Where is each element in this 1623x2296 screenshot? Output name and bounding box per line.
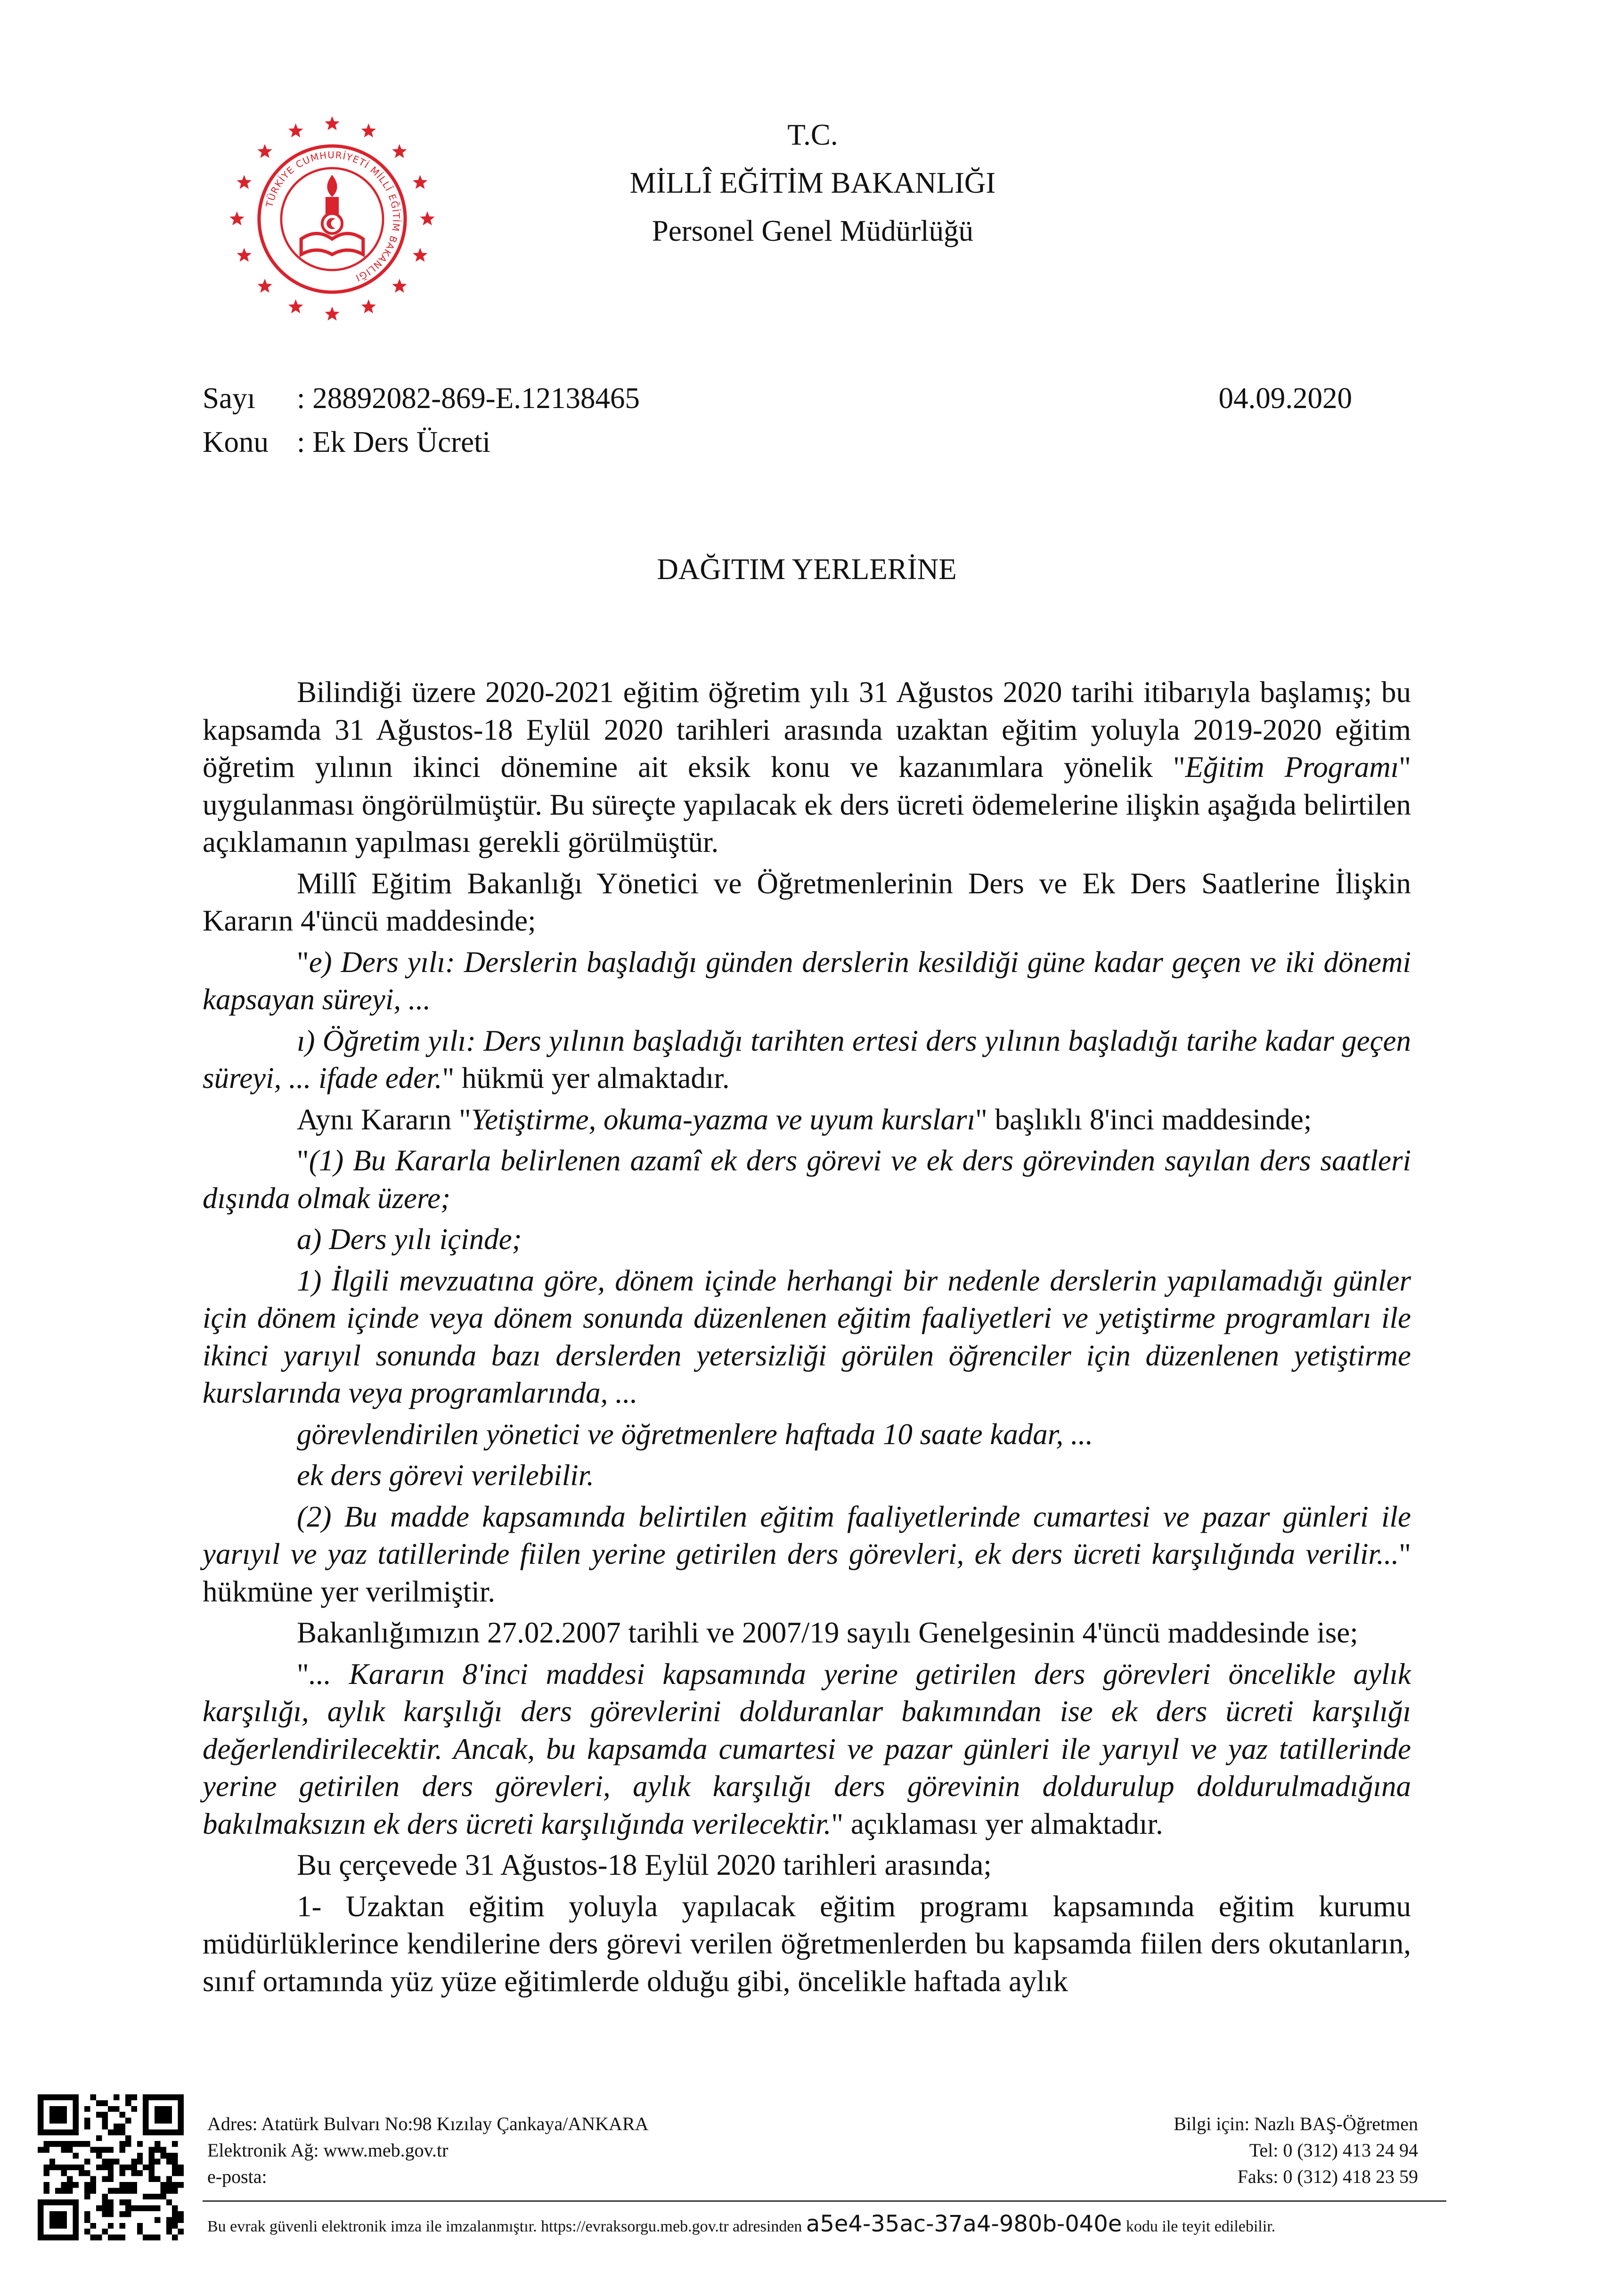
footer-info	[1154, 2111, 1418, 2190]
logo-star-icon	[257, 278, 272, 293]
logo-star-icon	[392, 278, 407, 293]
logo-star-icon	[420, 212, 434, 226]
logo-star-icon	[229, 212, 244, 226]
paragraph-6: "(1) Bu Kararla belirlenen azamî ek ders görevi ve ek ders görevinden sayılan ders saatleri dışında olmak üzere;	[203, 1144, 1411, 1215]
paragraph-15: 1- Uzaktan eğitim yoluyla yapılacak eğitim programı kapsamında eğitim kurumu müdürlüklerince kendilerine ders görevi verilen öğretmenlerden bu kapsamda fiilen ders okutanların, sınıf ortamında yüz yüze eğitimlerde olduğu gibi, öncelikle haftada aylık	[203, 1889, 1411, 1998]
footer-tel: Tel: 0 (312) 413 24 94	[1249, 2140, 1418, 2161]
footer-network: Elektronik Ağ: www.meb.gov.tr	[207, 2140, 449, 2161]
sayi-label: Sayı	[203, 382, 256, 415]
recipients-heading: DAĞITIM YERLERİNE	[657, 553, 957, 586]
logo-star-icon	[237, 175, 252, 189]
footer-email: e-posta:	[207, 2166, 267, 2187]
logo-star-icon	[325, 116, 339, 130]
logo-star-icon	[237, 248, 252, 262]
paragraph-3: "e) Ders yılı: Derslerin başladığı günden derslerin kesildiği güne kadar geçen ve iki dönemi kapsayan süreyi, ...	[203, 945, 1411, 1016]
logo-star-icon	[257, 144, 272, 158]
sayi-value: : 28892082-869-E.12138465	[297, 382, 640, 415]
header-tc: T.C.	[787, 118, 838, 151]
footer-divider	[203, 2200, 1446, 2202]
paragraph-7: a) Ders yılı içinde;	[297, 1223, 522, 1256]
qr-code-icon	[38, 2094, 184, 2240]
logo-star-icon	[361, 123, 376, 138]
footer-verification-note	[207, 2210, 1451, 2241]
paragraph-5: Aynı Kararın "Yetiştirme, okuma-yazma ve uyum kursları" başlıklı 8'inci maddesinde;	[297, 1103, 1312, 1136]
logo-star-icon	[288, 299, 303, 313]
footer-fax: Faks: 0 (312) 418 23 59	[1237, 2166, 1418, 2187]
footer-info-person: Bilgi için: Nazlı BAŞ-Öğretmen	[1174, 2113, 1418, 2134]
paragraph-8: 1) İlgili mevzuatına göre, dönem içinde herhangi bir nedenle derslerin yapılamadığı günler için dönem içinde veya dönem sonunda düzenlenen eğitim faaliyetleri ve yetiştirme programları ile ikinci yarıyıl sonunda bazı derslerden yetersizliği görülen öğrenciler için düzenlenen yetiştirme kurslarında veya programlarında, ...	[203, 1264, 1411, 1409]
verification-code: a5e4-35ac-37a4-980b-040e	[806, 2211, 1122, 2237]
meta-sayi-row	[203, 377, 1352, 419]
footer-address: Adres: Atatürk Bulvarı No:98 Kızılay Çankaya/ANKARA	[207, 2113, 649, 2134]
document-body	[203, 674, 1411, 2000]
paragraph-2: Millî Eğitim Bakanlığı Yönetici ve Öğretmenlerinin Ders ve Ek Ders Saatlerine İlişkin Kararın 4'üncü maddesinde;	[203, 866, 1411, 937]
logo-star-icon	[392, 144, 407, 158]
letterhead	[471, 111, 1154, 255]
header-department: Personel Genel Müdürlüğü	[652, 214, 974, 247]
footer-contact	[207, 2111, 649, 2190]
paragraph-11: (2) Bu madde kapsamında belirtilen eğitim faaliyetlerinde cumartesi ve pazar günleri ile yarıyıl ve yaz tatillerinde fiilen yerine getirilen ders görevleri, ek ders ücreti karşılığında verilir..." hükmüne yer verilmiştir.	[203, 1500, 1411, 1608]
logo-star-icon	[361, 299, 376, 313]
paragraph-1: Bilindiği üzere 2020-2021 eğitim öğretim yılı 31 Ağustos 2020 tarihi itibarıyla başlamış; bu kapsamda 31 Ağustos-18 Eylül 2020 tarihleri arasında uzaktan eğitim yoluyla 2019-2020 eğitim öğretim yılının ikinci dönemine ait eksik konu ve kazanımlara yönelik "Eğitim Programı" uygulanması öngörülmüştür. Bu süreçte yapılacak ek ders ücreti ödemelerine ilişkin aşağıda belirtilen açıklamanın yapılması gerekli görülmüştür.	[203, 676, 1411, 858]
logo-star-icon	[413, 248, 427, 262]
paragraph-14: Bu çerçevede 31 Ağustos-18 Eylül 2020 tarihleri arasında;	[297, 1848, 992, 1881]
logo-star-icon	[413, 175, 427, 189]
paragraph-9: görevlendirilen yönetici ve öğretmenlere haftada 10 saate kadar, ...	[297, 1417, 1093, 1451]
ministry-logo-icon	[221, 108, 443, 330]
logo-star-icon	[288, 123, 303, 138]
paragraph-10: ek ders görevi verilebilir.	[297, 1459, 594, 1492]
paragraph-12: Bakanlığımızın 27.02.2007 tarihli ve 2007/19 sayılı Genelgesinin 4'üncü maddesinde ise;	[297, 1616, 1358, 1649]
logo-star-icon	[325, 307, 339, 321]
logo-ring-text: TÜRKİYE CUMHURİYETİ MİLLÎ EĞİTİM BAKANLIĞI	[263, 149, 402, 284]
header-ministry: MİLLÎ EĞİTİM BAKANLIĞI	[629, 166, 996, 199]
paragraph-13: "... Kararın 8'inci maddesi kapsamında yerine getirilen ders görevleri öncelikle aylık karşılığı, aylık karşılığı ders görevlerini dolduranlar bakımından ise ek ders ücreti karşılığı değerlendirilecektir. Ancak, bu kapsamda cumartesi ve pazar günleri ile yarıyıl ve yaz tatillerinde yerine getirilen ders görevleri, aylık karşılığı ders görevinin doldurulup doldurulmadığına bakılmaksızın ek ders ücreti karşılığında verilecektir." açıklaması yer almaktadır.	[203, 1657, 1411, 1840]
document-date: 04.09.2020	[1218, 382, 1352, 415]
konu-value: : Ek Ders Ücreti	[297, 425, 491, 458]
konu-label: Konu	[203, 425, 269, 458]
paragraph-4: ı) Öğretim yılı: Ders yılının başladığı tarihten ertesi ders yılının başladığı tarihe kadar geçen süreyi, ... ifade eder." hükmü yer almaktadır.	[203, 1024, 1411, 1095]
verification-text-end: kodu ile teyit edilebilir.	[1125, 2218, 1276, 2235]
meta-konu-row	[203, 421, 1352, 463]
verification-text: Bu evrak güvenli elektronik imza ile imzalanmıştır. https://evraksorgu.meb.gov.tr adresinden	[207, 2218, 802, 2235]
